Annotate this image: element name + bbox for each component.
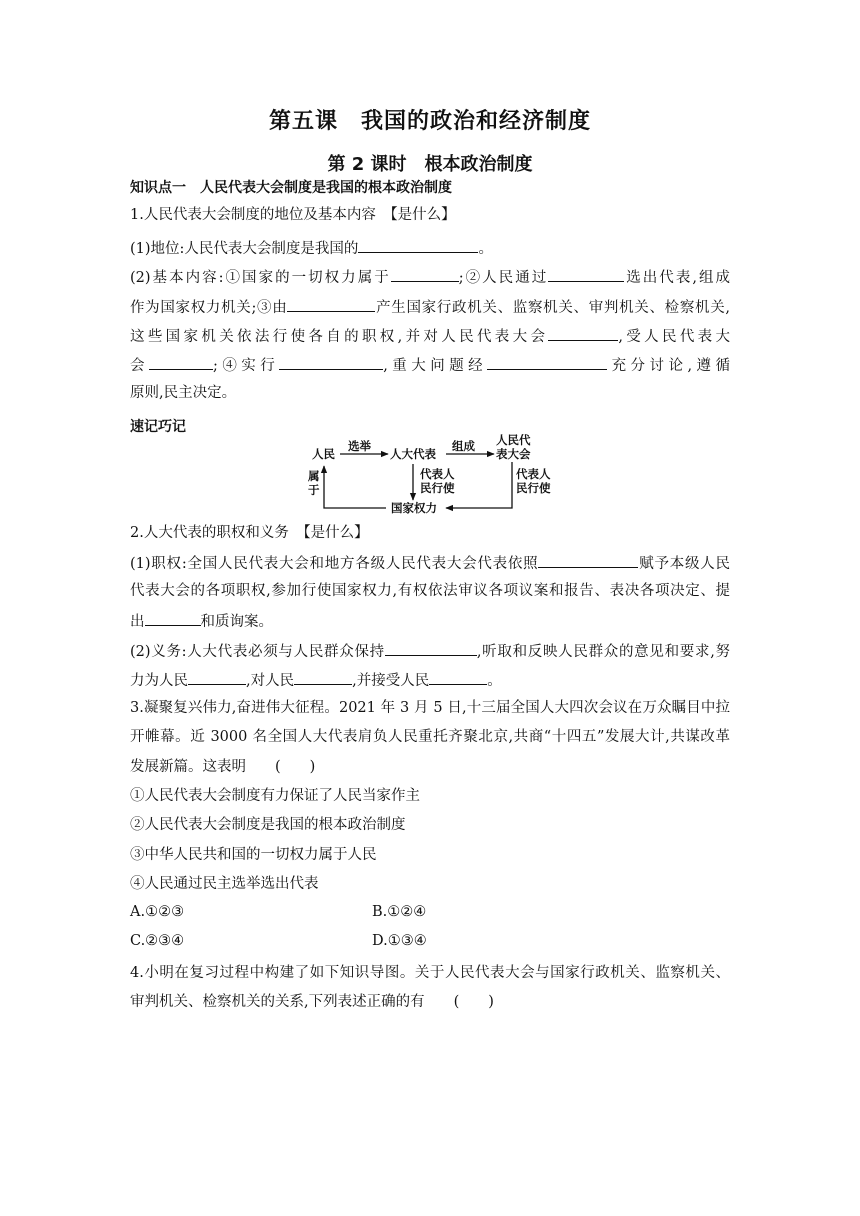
q1-p2-text-k: 充分讨论,遵循 <box>607 358 730 374</box>
answer-blank[interactable] <box>385 640 477 656</box>
answer-blank[interactable] <box>294 669 352 685</box>
q4-stem-line1: 4.小明在复习过程中构建了如下知识导图。关于人民代表大会与国家行政机关、监察机关、 <box>130 965 730 981</box>
q2-p2-text-f: 。 <box>487 673 502 689</box>
q1-p2-line4 <box>130 354 730 376</box>
q3-stem-line2: 开帷幕。近 3000 名全国人大代表肩负人民重托齐聚北京,共商“十四五”发展大计,共谋改革 <box>130 729 730 745</box>
answer-blank[interactable] <box>358 237 478 253</box>
q1-p2-text-a: (2)基本内容:①国家的一切权力属于 <box>130 270 391 286</box>
q1-p2-text-g: ,受人民代表大 <box>618 329 731 345</box>
answer-blank[interactable] <box>538 552 638 568</box>
label-behalf-line1: 代表人 <box>420 467 455 481</box>
q2-p2-text-b: ,听取和反映人民群众的意见和要求,努 <box>476 644 730 660</box>
q3-stem-line1: 3.凝聚复兴伟力,奋进伟大征程。2021 年 3 月 5 日,十三届全国人大四次会议在万众瞩目中拉 <box>130 700 730 716</box>
answer-blank[interactable] <box>548 266 624 282</box>
answer-blank[interactable] <box>548 325 618 341</box>
q1-p2-line5: 原则,民主决定。 <box>130 385 237 401</box>
label-behalf2-line1: 代表人 <box>516 467 551 481</box>
power-flow-diagram <box>300 430 570 520</box>
q1-p2-text-c: 选出代表,组成 <box>624 270 730 286</box>
q3-stem-line3: 发展新篇。这表明 ( ) <box>130 759 316 775</box>
q1-p2-text-i: ;④实行 <box>212 358 280 374</box>
node-people: 人民 <box>312 447 335 461</box>
label-form: 组成 <box>452 439 475 453</box>
answer-blank[interactable] <box>145 610 201 626</box>
label-behalf2-line2: 民行使 <box>516 481 551 495</box>
q1-p2-text-f: 这些国家机关依法行使各自的职权,并对人民代表大会 <box>130 329 549 345</box>
q3-option-d[interactable]: D.①③④ <box>372 933 427 949</box>
node-congress-line2: 表大会 <box>496 447 531 461</box>
node-deputy: 人大代表 <box>390 447 436 461</box>
answer-blank[interactable] <box>429 669 487 685</box>
answer-blank[interactable] <box>487 354 607 370</box>
q1-p2-line2 <box>130 296 730 318</box>
q3-statement-4: ④人民通过民主选举选出代表 <box>130 876 319 892</box>
arrow-power-people <box>324 466 386 508</box>
q3-statement-3: ③中华人民共和国的一切权力属于人民 <box>130 847 377 863</box>
node-state-power: 国家权力 <box>391 501 437 515</box>
q3-statement-2: ②人民代表大会制度是我国的根本政治制度 <box>130 817 406 833</box>
q1-heading: 1.人民代表大会制度的地位及基本内容 【是什么】 <box>130 207 456 223</box>
q1-p1-text-b: 。 <box>478 241 493 257</box>
q1-p2-text-d: 作为国家权力机关;③由 <box>130 300 288 316</box>
q1-p2-text-j: ,重大问题经 <box>383 358 488 374</box>
q1-p2-text-b: ;②人民通过 <box>458 270 549 286</box>
q4-stem-line2: 审判机关、检察机关的关系,下列表述正确的有 ( ) <box>130 994 494 1010</box>
q1-p2-line3 <box>130 325 730 347</box>
q3-option-a[interactable]: A.①②③ <box>130 904 185 920</box>
q3-statement-1: ①人民代表大会制度有力保证了人民当家作主 <box>130 788 420 804</box>
q2-p2-text-a: (2)义务:人大代表必须与人民群众保持 <box>130 644 385 660</box>
arrow-congress-power <box>446 462 512 508</box>
q2-p2-text-c: 力为人民 <box>130 673 188 689</box>
q2-p2-line1 <box>130 640 730 662</box>
label-elect: 选举 <box>348 439 371 453</box>
answer-blank[interactable] <box>391 266 459 282</box>
knowledge-point-heading: 知识点一 人民代表大会制度是我国的根本政治制度 <box>130 180 452 196</box>
lesson-title: 第五课 我国的政治和经济制度 <box>268 109 591 134</box>
q2-p1-text-a: (1)职权:全国人民代表大会和地方各级人民代表大会代表依照 <box>130 556 539 572</box>
q2-p1-text-c: 出 <box>130 614 145 630</box>
memo-heading: 速记巧记 <box>130 419 186 435</box>
q2-p1-text-d: 和质询案。 <box>200 614 273 630</box>
q2-heading: 2.人大代表的职权和义务 【是什么】 <box>130 525 369 541</box>
q3-option-c[interactable]: C.②③④ <box>130 933 185 949</box>
q1-p2-line1 <box>130 266 730 288</box>
q2-p2-text-e: ,并接受人民 <box>352 673 430 689</box>
q1-p2-text-h: 会 <box>130 358 149 374</box>
node-congress-line1: 人民代 <box>496 433 531 447</box>
q2-p1-text-b: 赋予本级人民 <box>638 556 730 572</box>
lesson-subtitle: 第 2 课时 根本政治制度 <box>327 154 533 175</box>
answer-blank[interactable] <box>188 669 246 685</box>
q2-p2-text-d: ,对人民 <box>246 673 295 689</box>
q3-option-b[interactable]: B.①②④ <box>372 904 427 920</box>
answer-blank[interactable] <box>149 354 213 370</box>
answer-blank[interactable] <box>287 296 375 312</box>
q1-p2-text-e: 产生国家行政机关、监察机关、审判机关、检察机关, <box>375 300 731 316</box>
label-behalf-line2: 民行使 <box>420 481 455 495</box>
q1-p1-text-a: (1)地位:人民代表大会制度是我国的 <box>130 241 359 257</box>
answer-blank[interactable] <box>279 354 383 370</box>
label-belong-line2: 于 <box>308 483 320 497</box>
q2-p2-line2 <box>130 669 730 691</box>
q2-p1-line3 <box>130 610 730 632</box>
label-belong-line1: 属 <box>308 469 320 483</box>
q1-p1 <box>130 237 730 259</box>
q2-p1-line2: 代表大会的各项职权,参加行使国家权力,有权依法审议各项议案和报告、表决各项决定、提 <box>130 583 730 599</box>
q2-p1-line1 <box>130 552 730 574</box>
